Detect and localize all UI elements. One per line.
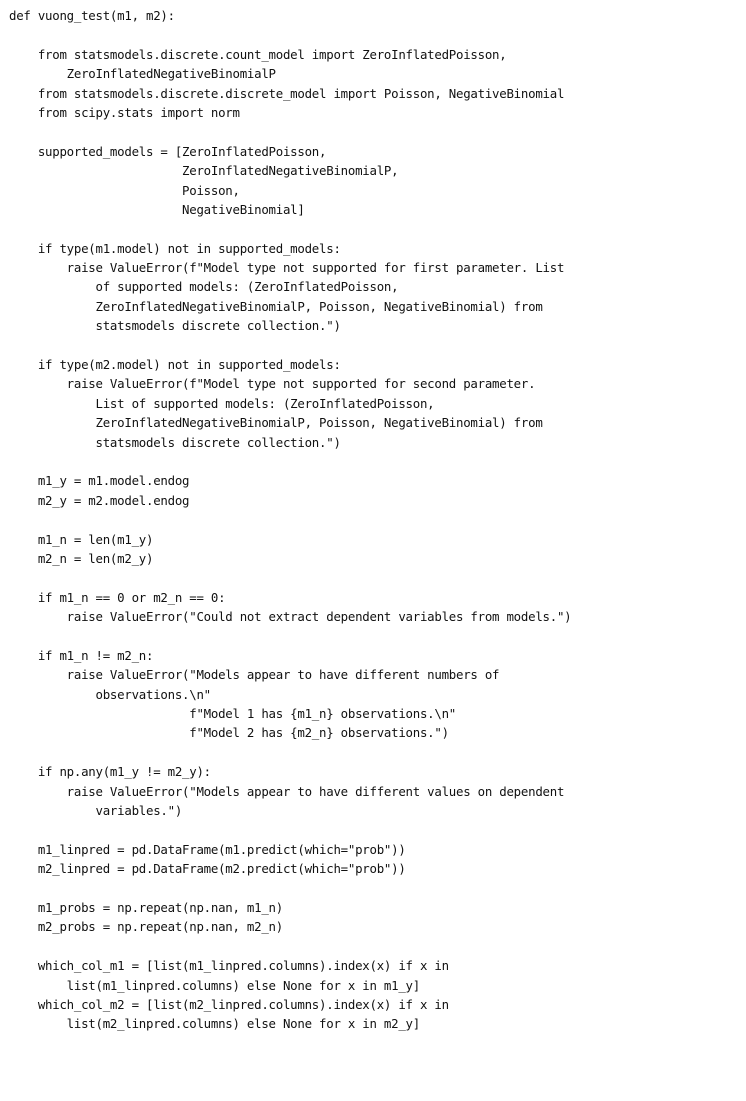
- code-line: m2_probs = np.repeat(np.nan, m2_n): [9, 919, 283, 935]
- blank-line: [9, 743, 744, 762]
- code-line: ZeroInflatedNegativeBinomialP,: [9, 163, 399, 179]
- code-line: statsmodels discrete collection."): [9, 434, 341, 450]
- code-line: supported_models = [ZeroInflatedPoisson,: [9, 143, 327, 159]
- code-line: statsmodels discrete collection."): [9, 318, 341, 334]
- code-line: observations.\n": [9, 686, 211, 702]
- code-line: List of supported models: (ZeroInflatedPoisson,: [9, 395, 435, 411]
- code-line: raise ValueError("Models appear to have different numbers of: [9, 667, 500, 683]
- code-line: which_col_m2 = [list(m2_linpred.columns).index(x) if x in: [9, 996, 449, 1012]
- code-line: from statsmodels.discrete.discrete_model import Poisson, NegativeBinomial: [9, 85, 565, 101]
- code-line: of supported models: (ZeroInflatedPoisson,: [9, 279, 399, 295]
- blank-line: [9, 336, 744, 355]
- code-line: ZeroInflatedNegativeBinomialP, Poisson, NegativeBinomial) from: [9, 298, 543, 314]
- code-line: if type(m2.model) not in supported_models:: [9, 357, 341, 373]
- blank-line: [9, 219, 744, 238]
- code-line: from statsmodels.discrete.count_model import ZeroInflatedPoisson,: [9, 46, 507, 62]
- code-line: if m1_n == 0 or m2_n == 0:: [9, 589, 226, 605]
- code-line: from scipy.stats import norm: [9, 104, 240, 120]
- code-line: m1_y = m1.model.endog: [9, 473, 190, 489]
- blank-line: [9, 937, 744, 956]
- code-line: list(m1_linpred.columns) else None for x in m1_y]: [9, 977, 420, 993]
- code-line: if type(m1.model) not in supported_models:: [9, 240, 341, 256]
- code-line: list(m2_linpred.columns) else None for x in m2_y]: [9, 1016, 420, 1032]
- code-line: raise ValueError("Could not extract dependent variables from models."): [9, 609, 572, 625]
- code-line: NegativeBinomial]: [9, 201, 305, 217]
- code-line: m2_y = m2.model.endog: [9, 492, 190, 508]
- code-line: m1_n = len(m1_y): [9, 531, 154, 547]
- code-line: if np.any(m1_y != m2_y):: [9, 764, 211, 780]
- code-line: Poisson,: [9, 182, 240, 198]
- code-line: raise ValueError(f"Model type not supported for first parameter. List: [9, 260, 565, 276]
- blank-line: [9, 510, 744, 529]
- blank-line: [9, 627, 744, 646]
- code-line: raise ValueError(f"Model type not supported for second parameter.: [9, 376, 536, 392]
- code-line: m1_probs = np.repeat(np.nan, m1_n): [9, 899, 283, 915]
- code-line: m2_linpred = pd.DataFrame(m2.predict(which="prob")): [9, 861, 406, 877]
- code-line: which_col_m1 = [list(m1_linpred.columns).index(x) if x in: [9, 958, 449, 974]
- code-line: ZeroInflatedNegativeBinomialP, Poisson, NegativeBinomial) from: [9, 415, 543, 431]
- blank-line: [9, 820, 744, 839]
- code-line: raise ValueError("Models appear to have different values on dependent: [9, 783, 565, 799]
- code-line: f"Model 1 has {m1_n} observations.\n": [9, 706, 457, 722]
- blank-line: [9, 122, 744, 141]
- blank-line: [9, 568, 744, 587]
- code-line: if m1_n != m2_n:: [9, 647, 154, 663]
- blank-line: [9, 879, 744, 898]
- blank-line: [9, 25, 744, 44]
- blank-line: [9, 452, 744, 471]
- code-line: m1_linpred = pd.DataFrame(m1.predict(which="prob")): [9, 841, 406, 857]
- code-line: ZeroInflatedNegativeBinomialP: [9, 66, 276, 82]
- code-line: m2_n = len(m2_y): [9, 550, 154, 566]
- code-line: f"Model 2 has {m2_n} observations."): [9, 725, 449, 741]
- code-listing: [9, 6, 744, 1034]
- code-line: variables."): [9, 803, 183, 819]
- code-line: def vuong_test(m1, m2):: [9, 8, 175, 23]
